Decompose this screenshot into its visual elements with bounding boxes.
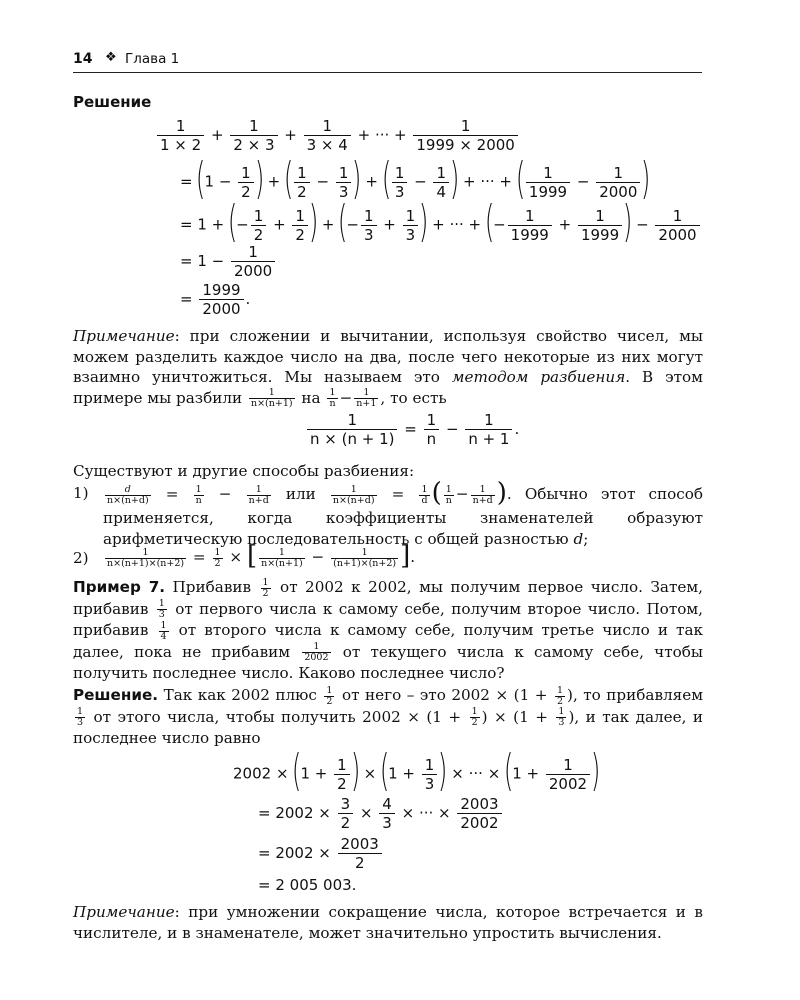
fraction: $\frac{d}{n\times(n+d)}$: [107, 483, 149, 506]
derivation-line-4: = 1 − $\frac{1}{2000}$: [180, 243, 277, 280]
fraction: $\frac{1}{1999 \times 2000}$: [413, 117, 517, 154]
note-paragraph-2: Примечание: при умножении сокращение числа, которое встречается и в числителе, и в знаменателе, может значительно упростить вычисления.: [73, 903, 703, 942]
fraction: $\frac{1}{2}$: [251, 207, 267, 244]
fraction: $\frac{1}{n+d}$: [248, 483, 269, 506]
fraction: $\frac{1}{n}$: [445, 483, 452, 506]
solution-label: Решение.: [73, 686, 159, 704]
running-header: [73, 48, 702, 73]
fraction: $\frac{1}{n}$: [424, 411, 440, 448]
fraction: $\frac{1}{2000}$: [655, 207, 699, 244]
fraction: $\frac{2003}{2}$: [338, 835, 382, 872]
fraction: $\frac{1}{2}$: [471, 706, 478, 728]
solution-2-text: Решение. Так как 2002 плюс $\frac{1}{2}$ от него – это 2002 × (1 + $\frac{1}{2}$ ), то прибавляем $\frac{1}{3}$ от этого числа, чтобы получить 2002 × (1 + $\frac{1}{2}$ ) × (1 + $\frac{1}{3}$ ), и так далее, и последнее число равно: [73, 684, 704, 747]
derivation-line-1: $\frac{1}{1 \times 2}$ + $\frac{1}{2 \times 3}$ + $\frac{1}{3 \times 4}$ + ··· + $\frac{1}{1999 \times 2000}$: [155, 117, 520, 154]
fraction: $\frac{1}{(n+1)\times(n+2)}$: [333, 546, 397, 569]
product-line-3: = 2002 × $\frac{2003}{2}$: [258, 835, 384, 872]
fraction: $\frac{1}{2}$: [294, 164, 310, 201]
example-label: Пример 7.: [73, 578, 166, 596]
list-item-1: $\frac{d}{n\times(n+d)}$ = $\frac{1}{n}$ − $\frac{1}{n+d}$ или $\frac{1}{n\times(n+d)}$ = $\frac{1}{d}$ ( $\frac{1}{n}$ − $\frac{1}{n+d}$ ). Обычно этот способ применяется, когда коэффициенты знаменателей образуют арифметическую последовательность с общей разностью d;: [103, 478, 704, 548]
fraction: $\frac{1}{n+d}$: [472, 483, 493, 506]
derivation-line-3: = 1 + (− $\frac{1}{2}$ + $\frac{1}{2}$ ) + (− $\frac{1}{3}$ + $\frac{1}{3}$ ) + ··· + (− $\frac{1}{1999}$ + $\frac{1}{1999}$ ) − $\frac{1}{2000}$: [180, 203, 702, 247]
page-number: 14: [73, 51, 93, 67]
fraction: $\frac{1}{2}$: [292, 207, 308, 244]
fraction: $\frac{2003}{2002}$: [457, 795, 501, 832]
fraction: $\frac{1}{n}$: [329, 387, 336, 409]
fraction: $\frac{1}{3}$: [158, 598, 165, 620]
fraction: $\frac{1}{2}$: [214, 546, 221, 569]
fraction: $\frac{1}{2}$: [238, 164, 254, 201]
example-7: Пример 7. Прибавив $\frac{1}{2}$ от 2002 к 2002, мы получим первое число. Затем, прибавив $\frac{1}{3}$ от первого числа к самому себе, получим второе число. Потом, прибавив $\frac{1}{4}$ от второго числа к самому себе, получим третье число и так далее, пока не прибавим $\frac{1}{2002}$ от текущего числа к самому себе, чтобы получить последнее число. Каково последнее число?: [73, 576, 704, 682]
fraction: $\frac{1}{2}$: [334, 756, 350, 793]
fraction: $\frac{1}{1999}$: [526, 164, 570, 201]
fraction: $\frac{1}{n\times(n+d)}$: [332, 483, 375, 506]
fraction: $\frac{1999}{2000}$: [199, 281, 243, 318]
fraction: $\frac{1}{2}$: [262, 576, 269, 599]
derivation-line-5: = $\frac{1999}{2000}$ .: [180, 281, 251, 318]
fraction: $\frac{1}{2}$: [556, 684, 564, 707]
list-item-2: $\frac{1}{n\times(n+1)\times(n+2)}$ = $\frac{1}{2}$ × [ $\frac{1}{n\times(n+1)}$ − $\frac{1}{(n+1)\times(n+2)}$ ].: [107, 541, 416, 571]
note-label: Примечание: [73, 327, 175, 345]
fraction: $\frac{1}{3}$: [77, 706, 84, 728]
chapter-title: Глава 1: [125, 51, 180, 67]
fraction: $\frac{1}{n\times(n+1)\times(n+2)}$: [107, 546, 185, 569]
fraction: $\frac{1}{1999}$: [508, 207, 552, 244]
list-number: 2): [73, 549, 89, 567]
note-paragraph-1: Примечание: при сложении и вычитании, используя свойство чисел, мы можем разделить каждое число на два, после чего некоторые из них могут взаимно уничтожиться. Мы называем это методом разбиения. В этом примере мы разбили $\frac{1}{n\times(n+1)}$ на $\frac{1}{n}$ − $\frac{1}{n+1}$ , то есть: [73, 327, 703, 409]
fraction: $\frac{1}{2}$: [326, 684, 333, 707]
fraction: $\frac{1}{n\times(n+1)}$: [250, 387, 293, 409]
fraction: $\frac{1}{4}$: [433, 164, 449, 201]
list-number: 1): [73, 484, 89, 502]
fraction: $\frac{1}{1999}$: [578, 207, 622, 244]
fraction: $\frac{1}{3}$: [422, 756, 438, 793]
other-ways-intro: Существуют и другие способы разбиения:: [73, 462, 415, 480]
fraction: $\frac{1}{3}$: [392, 164, 408, 201]
product-line-1: 2002 × (1 + $\frac{1}{2}$ ) × (1 + $\frac{1}{3}$ ) × ··· × (1 + $\frac{1}{2002}$ ): [233, 745, 601, 796]
fraction: $\frac{1}{4}$: [160, 619, 167, 642]
derivation-line-2: = (1 − $\frac{1}{2}$ ) + ( $\frac{1}{2}$ − $\frac{1}{3}$ ) + ( $\frac{1}{3}$ − $\frac{1}{4}$ ) + ··· + ( $\frac{1}{1999}$ − $\frac{1}{2000}$ ): [180, 153, 651, 204]
fraction: $\frac{3}{2}$: [338, 795, 354, 832]
fraction: $\frac{1}{3}$: [403, 207, 419, 244]
fraction: $\frac{1}{3}$: [361, 207, 377, 244]
fraction: $\frac{1}{2002}$: [304, 641, 329, 663]
fraction: $\frac{1}{n + 1}$: [465, 411, 512, 448]
fraction: $\frac{1}{3 \times 4}$: [304, 117, 351, 154]
fraction: $\frac{1}{d}$: [421, 483, 428, 506]
product-line-2: = 2002 × $\frac{3}{2}$ × $\frac{4}{3}$ × ··· × $\frac{2003}{2002}$: [258, 795, 504, 832]
fraction: $\frac{1}{2 \times 3}$: [230, 117, 277, 154]
fraction: $\frac{1}{2002}$: [546, 756, 590, 793]
product-line-4: = 2 005 003.: [258, 876, 357, 894]
fraction: $\frac{1}{1 \times 2}$: [157, 117, 204, 154]
fraction: $\frac{1}{n \times (n + 1)}$: [307, 411, 397, 448]
fraction: $\frac{4}{3}$: [379, 795, 395, 832]
fraction: $\frac{1}{2000}$: [596, 164, 640, 201]
fraction: $\frac{1}{n\times(n+1)}$: [261, 546, 303, 569]
fraction: $\frac{1}{n}$: [195, 483, 202, 506]
fraction: $\frac{1}{2000}$: [231, 243, 275, 280]
ornament-icon: ❖: [105, 50, 117, 65]
splitting-identity: $\frac{1}{n \times (n + 1)}$ = $\frac{1}{n}$ − $\frac{1}{n + 1}$ .: [305, 411, 519, 448]
note-label: Примечание: [73, 903, 175, 921]
fraction: $\frac{1}{n+1}$: [356, 387, 377, 409]
fraction: $\frac{1}{3}$: [336, 164, 352, 201]
solution-heading: Решение: [73, 93, 152, 111]
fraction: $\frac{1}{3}$: [558, 706, 565, 728]
